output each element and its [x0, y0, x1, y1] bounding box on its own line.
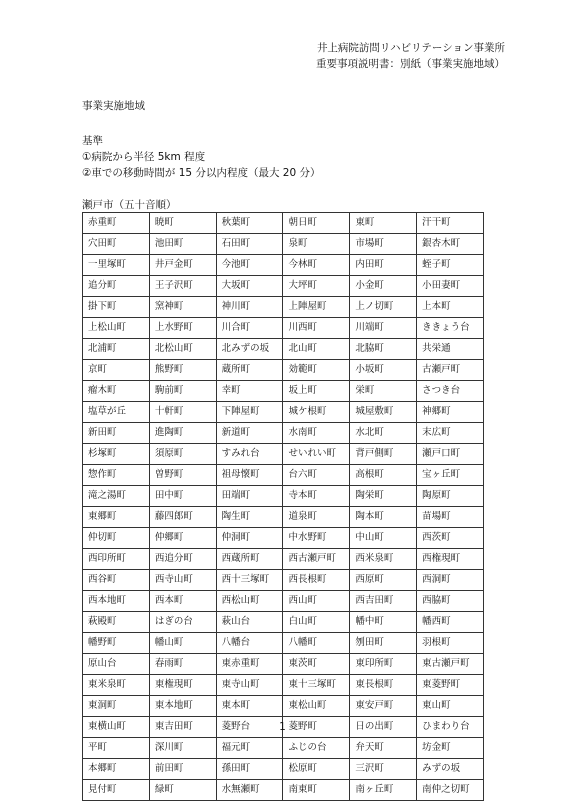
table-cell: 坂上町	[283, 381, 350, 402]
table-cell: 上本町	[417, 297, 484, 318]
table-cell: 北脇町	[350, 339, 417, 360]
table-cell: 東権現町	[149, 675, 216, 696]
table-cell: 銀杏木町	[417, 234, 484, 255]
table-cell: 市場町	[350, 234, 417, 255]
city-title: 瀬戸市（五十音順）	[82, 199, 177, 211]
table-cell: 須原町	[149, 444, 216, 465]
table-cell: 西蔵所町	[216, 549, 283, 570]
table-cell: 萩殿町	[83, 612, 150, 633]
table-cell: 祖母懐町	[216, 465, 283, 486]
table-cell: 西権現町	[417, 549, 484, 570]
table-cell: 蔵所町	[216, 360, 283, 381]
table-cell: 藤四郎町	[149, 507, 216, 528]
table-cell: 三沢町	[350, 759, 417, 780]
table-cell: 東十三塚町	[283, 675, 350, 696]
table-cell: 神郷町	[417, 402, 484, 423]
table-cell: 追分町	[83, 276, 150, 297]
table-cell: 京町	[83, 360, 150, 381]
table-cell: 坊金町	[417, 738, 484, 759]
table-cell: 宝ヶ丘町	[417, 465, 484, 486]
table-cell: 緑町	[149, 780, 216, 801]
document-subtitle: 重要事項説明書：別紙（事業実施地域）	[316, 58, 505, 70]
table-cell: 城屋敷町	[350, 402, 417, 423]
table-cell: 神川町	[216, 297, 283, 318]
table-cell: 駒前町	[149, 381, 216, 402]
table-cell: 池田町	[149, 234, 216, 255]
table-cell: 南東町	[283, 780, 350, 801]
table-cell: 共栄通	[417, 339, 484, 360]
table-cell: 栄町	[350, 381, 417, 402]
table-cell: 王子沢町	[149, 276, 216, 297]
table-cell: 水北町	[350, 423, 417, 444]
table-cell: 石田町	[216, 234, 283, 255]
table-cell: 窯神町	[149, 297, 216, 318]
table-cell: 幡山町	[149, 633, 216, 654]
table-row	[83, 360, 484, 381]
table-cell: 福元町	[216, 738, 283, 759]
table-cell: 川端町	[350, 318, 417, 339]
table-cell: 東松山町	[283, 696, 350, 717]
table-cell: 惣作町	[83, 465, 150, 486]
table-cell: 大坪町	[283, 276, 350, 297]
table-cell: 東米泉町	[83, 675, 150, 696]
table-cell: すみれ台	[216, 444, 283, 465]
table-row	[83, 696, 484, 717]
table-cell: 幡西町	[417, 612, 484, 633]
table-cell: 内田町	[350, 255, 417, 276]
table-cell: 西米泉町	[350, 549, 417, 570]
table-cell: 末広町	[417, 423, 484, 444]
table-cell: 北みずの坂	[216, 339, 283, 360]
table-cell: 東本町	[216, 696, 283, 717]
table-row	[83, 318, 484, 339]
table-cell: 孫田町	[216, 759, 283, 780]
table-cell: 中水野町	[283, 528, 350, 549]
table-row	[83, 507, 484, 528]
table-cell: 西十三塚町	[216, 570, 283, 591]
criteria-heading: 基準	[82, 135, 103, 147]
table-cell: 一里塚町	[83, 255, 150, 276]
table-cell: 羽根町	[417, 633, 484, 654]
table-cell: 刎田町	[350, 633, 417, 654]
table-row	[83, 213, 484, 234]
table-cell: 南ヶ丘町	[350, 780, 417, 801]
table-cell: 背戸側町	[350, 444, 417, 465]
table-cell: 西本地町	[83, 591, 150, 612]
table-cell: 十軒町	[149, 402, 216, 423]
table-row	[83, 444, 484, 465]
table-cell: 西洞町	[417, 570, 484, 591]
table-cell: 東古瀬戸町	[417, 654, 484, 675]
table-cell: 水無瀬町	[216, 780, 283, 801]
table-cell: はぎの台	[149, 612, 216, 633]
table-row	[83, 423, 484, 444]
table-cell: 北浦町	[83, 339, 150, 360]
table-cell: さつき台	[417, 381, 484, 402]
table-cell: 道泉町	[283, 507, 350, 528]
table-cell: 陶栄町	[350, 486, 417, 507]
table-cell: 朝日町	[283, 213, 350, 234]
criteria-item-2: ②車での移動時間が 15 分以内程度（最大 20 分）	[82, 167, 321, 179]
table-cell: 台六町	[283, 465, 350, 486]
table-row	[83, 381, 484, 402]
table-cell: 西松山町	[216, 591, 283, 612]
table-row	[83, 255, 484, 276]
table-cell: 東菱野町	[417, 675, 484, 696]
criteria-item-1: ①病院から半径 5km 程度	[82, 151, 206, 163]
table-cell: 西長根町	[283, 570, 350, 591]
table-cell: 東洞町	[83, 696, 150, 717]
table-cell: 曽野町	[149, 465, 216, 486]
table-cell: 上ノ切町	[350, 297, 417, 318]
table-cell: 西山町	[283, 591, 350, 612]
table-cell: 中山町	[350, 528, 417, 549]
table-cell: 前田町	[149, 759, 216, 780]
table-cell: 新田町	[83, 423, 150, 444]
table-cell: 日の出町	[350, 717, 417, 738]
table-cell: 仲郷町	[149, 528, 216, 549]
table-cell: 東吉田町	[149, 717, 216, 738]
table-cell: 汗干町	[417, 213, 484, 234]
table-cell: 西谷町	[83, 570, 150, 591]
table-cell: 萩山台	[216, 612, 283, 633]
table-cell: 川合町	[216, 318, 283, 339]
table-cell: 秋葉町	[216, 213, 283, 234]
table-cell: 見付町	[83, 780, 150, 801]
table-cell: 弁天町	[350, 738, 417, 759]
table-cell: 幸町	[216, 381, 283, 402]
table-cell: 田端町	[216, 486, 283, 507]
table-cell: 陶原町	[417, 486, 484, 507]
table-row	[83, 276, 484, 297]
table-cell: 井戸金町	[149, 255, 216, 276]
table-cell: 東郷町	[83, 507, 150, 528]
table-row	[83, 570, 484, 591]
table-cell: 松原町	[283, 759, 350, 780]
table-cell: 西脇町	[417, 591, 484, 612]
table-cell: 陶生町	[216, 507, 283, 528]
table-row	[83, 528, 484, 549]
table-cell: 今林町	[283, 255, 350, 276]
table-cell: ひまわり台	[417, 717, 484, 738]
table-cell: 泉町	[283, 234, 350, 255]
table-cell: 東横山町	[83, 717, 150, 738]
table-cell: 熊野町	[149, 360, 216, 381]
table-cell: ききょう台	[417, 318, 484, 339]
table-cell: 田中町	[149, 486, 216, 507]
table-cell: 東町	[350, 213, 417, 234]
table-cell: 滝之湯町	[83, 486, 150, 507]
table-cell: 上松山町	[83, 318, 150, 339]
table-cell: 高根町	[350, 465, 417, 486]
table-cell: 古瀬戸町	[417, 360, 484, 381]
table-cell: 西古瀬戸町	[283, 549, 350, 570]
table-cell: 南仲之切町	[417, 780, 484, 801]
table-cell: 本郷町	[83, 759, 150, 780]
table-cell: 幡中町	[350, 612, 417, 633]
table-cell: 東寺山町	[216, 675, 283, 696]
table-cell: 西茨町	[417, 528, 484, 549]
table-cell: 西印所町	[83, 549, 150, 570]
table-cell: 春雨町	[149, 654, 216, 675]
facility-name: 井上病院訪問リハビリテーション事業所	[316, 42, 505, 54]
table-cell: 原山台	[83, 654, 150, 675]
table-cell: 大坂町	[216, 276, 283, 297]
table-row	[83, 339, 484, 360]
table-cell: 蛭子町	[417, 255, 484, 276]
table-row	[83, 759, 484, 780]
table-cell: 陶本町	[350, 507, 417, 528]
table-cell: 八幡町	[283, 633, 350, 654]
table-row	[83, 549, 484, 570]
table-cell: 仲洞町	[216, 528, 283, 549]
table-cell: 城ケ根町	[283, 402, 350, 423]
table-row	[83, 612, 484, 633]
table-cell: 小田妻町	[417, 276, 484, 297]
table-cell: 西原町	[350, 570, 417, 591]
table-cell: 東長根町	[350, 675, 417, 696]
table-row	[83, 675, 484, 696]
area-table-body	[83, 213, 484, 801]
table-row	[83, 654, 484, 675]
table-row	[83, 297, 484, 318]
page-number: 1	[279, 721, 286, 733]
table-cell: 北山町	[283, 339, 350, 360]
table-cell: 今池町	[216, 255, 283, 276]
table-cell: 瘤木町	[83, 381, 150, 402]
table-cell: 瀬戸口町	[417, 444, 484, 465]
table-cell: せいれい町	[283, 444, 350, 465]
table-cell: 水南町	[283, 423, 350, 444]
table-row	[83, 633, 484, 654]
table-cell: 東赤重町	[216, 654, 283, 675]
table-row	[83, 738, 484, 759]
table-cell: 効範町	[283, 360, 350, 381]
table-cell: 新道町	[216, 423, 283, 444]
table-cell: 穴田町	[83, 234, 150, 255]
table-cell: 幡野町	[83, 633, 150, 654]
table-cell: ふじの台	[283, 738, 350, 759]
table-cell: 西本町	[149, 591, 216, 612]
table-cell: 川西町	[283, 318, 350, 339]
table-cell: 東山町	[417, 696, 484, 717]
table-cell: 掛下町	[83, 297, 150, 318]
table-cell: 東茨町	[283, 654, 350, 675]
table-cell: 寺本町	[283, 486, 350, 507]
table-cell: 西吉田町	[350, 591, 417, 612]
table-cell: 上水野町	[149, 318, 216, 339]
table-cell: 北松山町	[149, 339, 216, 360]
table-cell: 赤重町	[83, 213, 150, 234]
table-cell: 小坂町	[350, 360, 417, 381]
table-cell: 塩草が丘	[83, 402, 150, 423]
table-cell: 下陣屋町	[216, 402, 283, 423]
table-cell: 菱野台	[216, 717, 283, 738]
table-row	[83, 591, 484, 612]
table-cell: みずの坂	[417, 759, 484, 780]
table-cell: 東本地町	[149, 696, 216, 717]
table-cell: 平町	[83, 738, 150, 759]
table-cell: 進陶町	[149, 423, 216, 444]
table-cell: 西寺山町	[149, 570, 216, 591]
table-row	[83, 780, 484, 801]
table-cell: 仲切町	[83, 528, 150, 549]
table-row	[83, 234, 484, 255]
table-cell: 八幡台	[216, 633, 283, 654]
table-cell: 暁町	[149, 213, 216, 234]
table-cell: 白山町	[283, 612, 350, 633]
table-cell: 深川町	[149, 738, 216, 759]
table-cell: 小金町	[350, 276, 417, 297]
document-header	[316, 40, 505, 72]
table-row	[83, 402, 484, 423]
table-row	[83, 465, 484, 486]
table-cell: 杉塚町	[83, 444, 150, 465]
criteria-block	[82, 133, 321, 181]
table-cell: 上陣屋町	[283, 297, 350, 318]
table-row	[83, 486, 484, 507]
table-cell: 東安戸町	[350, 696, 417, 717]
area-table	[82, 212, 484, 801]
table-cell: 苗場町	[417, 507, 484, 528]
table-cell: 東印所町	[350, 654, 417, 675]
section-title: 事業実施地域	[82, 100, 145, 112]
table-cell: 西追分町	[149, 549, 216, 570]
table-cell: 菱野町	[283, 717, 350, 738]
